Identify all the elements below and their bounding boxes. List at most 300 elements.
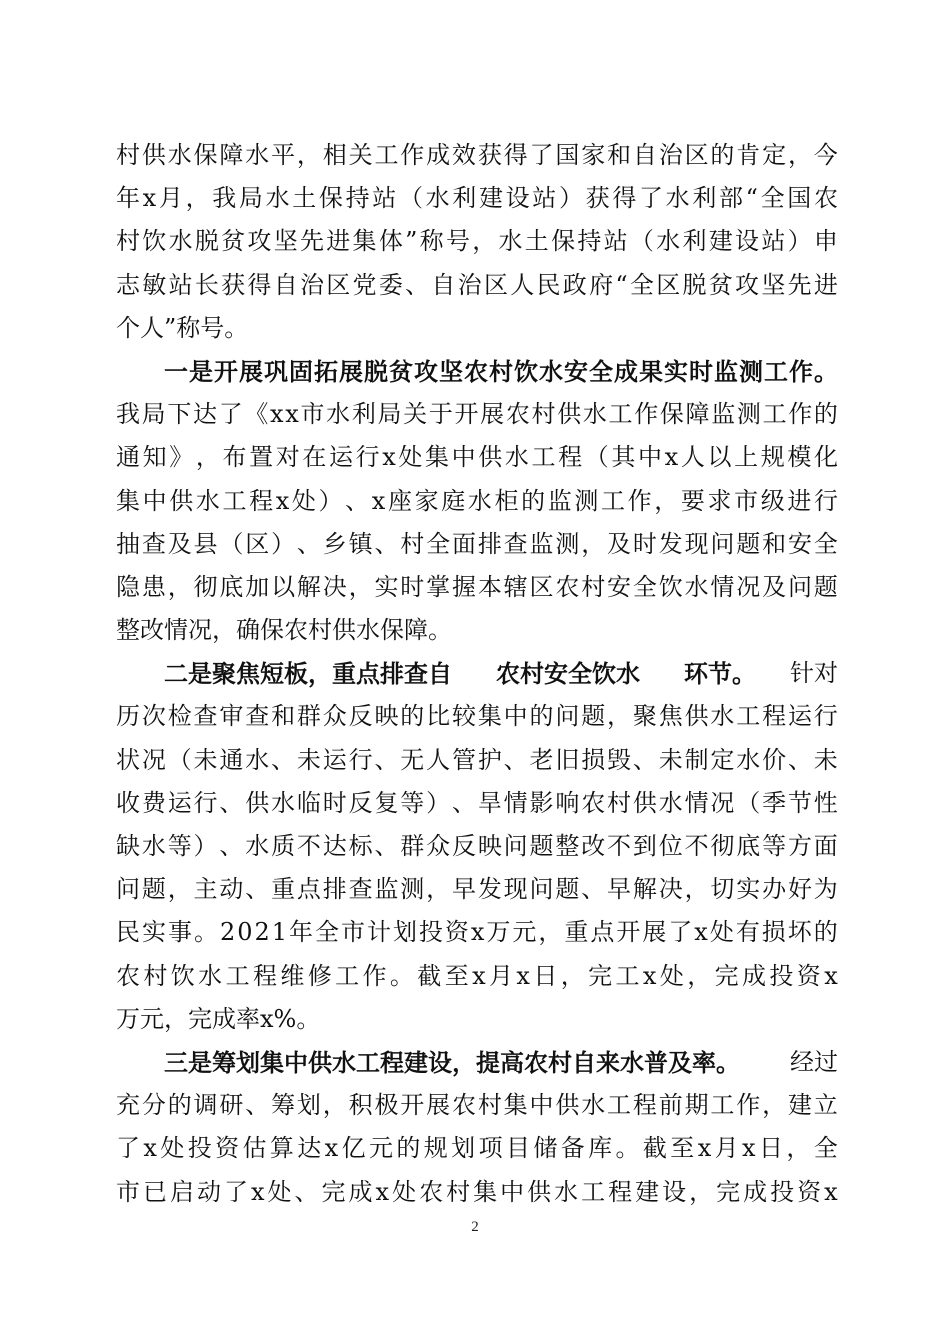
glyph: x bbox=[143, 1134, 157, 1163]
glyph: 到 bbox=[632, 832, 657, 860]
glyph: 利 bbox=[452, 184, 477, 213]
glyph: 村 bbox=[446, 1177, 471, 1206]
glyph: 储 bbox=[533, 1134, 558, 1163]
glyph: 持 bbox=[345, 184, 370, 213]
glyph: 动 bbox=[197, 1177, 221, 1206]
glyph: 供 bbox=[555, 1091, 580, 1120]
glyph: 启 bbox=[170, 1177, 194, 1206]
glyph: （ bbox=[736, 788, 761, 817]
glyph: 群 bbox=[400, 832, 425, 860]
glyph: 、 bbox=[294, 1177, 319, 1206]
glyph: 程 bbox=[249, 486, 274, 515]
glyph: 水 bbox=[504, 443, 529, 472]
glyph: 设 bbox=[505, 184, 530, 213]
glyph: 水 bbox=[539, 356, 563, 386]
text-line bbox=[116, 825, 838, 868]
glyph: 攻 bbox=[414, 356, 438, 386]
glyph: 村 bbox=[477, 1091, 502, 1120]
glyph: 元 bbox=[369, 1134, 393, 1163]
glyph: 行 bbox=[348, 745, 373, 774]
glyph: 农 bbox=[505, 400, 530, 429]
glyph: 及 bbox=[607, 529, 632, 558]
glyph: 开 bbox=[400, 1091, 425, 1120]
glyph: 情 bbox=[684, 788, 709, 817]
glyph: 、 bbox=[219, 788, 244, 817]
glyph: 等 bbox=[400, 788, 425, 817]
glyph: 投 bbox=[187, 1134, 212, 1163]
glyph: 站 bbox=[372, 184, 397, 213]
glyph: 通 bbox=[116, 443, 140, 472]
glyph: 实 bbox=[141, 918, 166, 947]
glyph: 站 bbox=[603, 227, 628, 256]
glyph: 先 bbox=[787, 270, 812, 299]
glyph: ） bbox=[271, 529, 296, 558]
glyph: 元 bbox=[512, 918, 537, 947]
glyph: 获 bbox=[221, 270, 246, 299]
glyph: 期 bbox=[684, 1091, 709, 1120]
glyph: 好 bbox=[787, 875, 812, 904]
glyph: 及 bbox=[167, 529, 192, 558]
glyph: 村 bbox=[581, 572, 606, 601]
glyph: 下 bbox=[167, 400, 192, 429]
glyph: 时 bbox=[322, 788, 347, 817]
glyph: 民 bbox=[536, 270, 561, 299]
glyph: 供 bbox=[478, 443, 503, 472]
glyph: 得 bbox=[503, 141, 528, 169]
text-line bbox=[116, 134, 838, 177]
glyph: 、 bbox=[503, 745, 528, 774]
glyph: 不 bbox=[684, 832, 709, 860]
glyph: 等 bbox=[762, 832, 787, 860]
glyph: 拓 bbox=[314, 356, 338, 386]
glyph: 全 bbox=[314, 918, 339, 947]
glyph: 不 bbox=[607, 832, 632, 860]
glyph: 题 bbox=[736, 529, 761, 558]
glyph: 题 bbox=[581, 702, 606, 731]
glyph: 题 bbox=[813, 572, 838, 601]
glyph: x bbox=[694, 918, 708, 947]
glyph: ） bbox=[193, 832, 218, 860]
glyph: ） bbox=[426, 788, 451, 817]
glyph: 节 bbox=[787, 788, 812, 817]
glyph: 事 bbox=[167, 918, 192, 947]
glyph: 完 bbox=[714, 961, 739, 990]
glyph: 况 bbox=[710, 788, 735, 817]
glyph: 水 bbox=[658, 788, 683, 817]
glyph: 的 bbox=[400, 702, 425, 731]
glyph: 供 bbox=[245, 788, 270, 817]
paragraph-heading-1 bbox=[116, 350, 838, 393]
glyph: 治 bbox=[658, 141, 683, 169]
glyph: 知 bbox=[142, 443, 167, 472]
glyph: 月 bbox=[158, 184, 183, 213]
text-line bbox=[116, 911, 838, 954]
glyph: 的 bbox=[813, 918, 838, 947]
glyph: 中 bbox=[638, 443, 663, 472]
glyph: 划 bbox=[392, 918, 417, 947]
glyph: x bbox=[516, 961, 530, 990]
glyph: 旧 bbox=[555, 745, 580, 774]
glyph: 影 bbox=[529, 788, 554, 817]
glyph: 截 bbox=[417, 961, 442, 990]
glyph: 底 bbox=[736, 832, 761, 860]
glyph: 进 bbox=[787, 486, 812, 515]
glyph: ， bbox=[689, 1177, 714, 1206]
glyph: 水 bbox=[498, 227, 523, 256]
glyph: 政 bbox=[562, 270, 587, 299]
glyph: 和 bbox=[607, 141, 632, 169]
glyph: 处 bbox=[709, 918, 734, 947]
glyph: 局 bbox=[377, 400, 402, 429]
glyph: （ bbox=[219, 529, 244, 558]
glyph: 农 bbox=[813, 184, 838, 213]
glyph: 水 bbox=[581, 1091, 606, 1120]
glyph: 决 bbox=[322, 572, 347, 601]
text-line: 万元，完成率x%。 bbox=[116, 1004, 321, 1033]
glyph: 水 bbox=[684, 572, 709, 601]
glyph: 况 bbox=[141, 745, 166, 774]
glyph: 区 bbox=[483, 270, 508, 299]
text-line bbox=[116, 566, 838, 609]
text-line: 整改情况，确保农村供水保障。 bbox=[116, 616, 452, 645]
glyph: 水 bbox=[195, 486, 220, 515]
glyph: 区 bbox=[656, 270, 681, 299]
glyph: 点 bbox=[296, 875, 321, 904]
glyph: 彻 bbox=[193, 572, 218, 601]
glyph: 肯 bbox=[736, 141, 761, 169]
glyph: 发 bbox=[477, 875, 502, 904]
glyph: 治 bbox=[299, 270, 324, 299]
glyph: 我 bbox=[212, 184, 237, 213]
glyph: ） bbox=[787, 227, 812, 256]
glyph: 平 bbox=[271, 141, 296, 169]
glyph: 动 bbox=[219, 875, 244, 904]
glyph: 、 bbox=[219, 832, 244, 860]
glyph: 投 bbox=[418, 918, 443, 947]
glyph: 效 bbox=[451, 141, 476, 169]
glyph: 全 bbox=[632, 572, 657, 601]
glyph: 划 bbox=[296, 1091, 321, 1120]
glyph: 早 bbox=[607, 875, 632, 904]
glyph: 查 bbox=[503, 529, 528, 558]
glyph: 中 bbox=[529, 1091, 554, 1120]
glyph: 工 bbox=[581, 1177, 606, 1206]
glyph: 集 bbox=[473, 1177, 498, 1206]
heading-part: 二是聚焦短板，重点排查自 bbox=[164, 659, 452, 689]
text-line bbox=[116, 436, 838, 479]
glyph: 历 bbox=[116, 702, 140, 731]
glyph: 、 bbox=[374, 832, 399, 860]
glyph: （ bbox=[167, 745, 192, 774]
glyph: 制 bbox=[684, 745, 709, 774]
glyph: 旱 bbox=[477, 788, 502, 817]
glyph: 水 bbox=[141, 832, 166, 860]
glyph: 测 bbox=[739, 356, 763, 386]
glyph: 问 bbox=[555, 702, 580, 731]
glyph: 水 bbox=[582, 400, 607, 429]
glyph: 工 bbox=[374, 141, 399, 169]
glyph: ， bbox=[322, 1091, 347, 1120]
glyph: 获 bbox=[585, 184, 610, 213]
glyph: 定 bbox=[710, 745, 735, 774]
glyph: 损 bbox=[761, 918, 786, 947]
glyph: x bbox=[642, 961, 657, 990]
text-line bbox=[116, 393, 838, 436]
paragraph-heading-2 bbox=[116, 652, 838, 695]
glyph: （ bbox=[584, 443, 609, 472]
glyph: 比 bbox=[426, 702, 451, 731]
glyph: 志 bbox=[116, 270, 140, 299]
glyph: 安 bbox=[607, 572, 632, 601]
glyph: 监 bbox=[711, 400, 736, 429]
glyph: 彻 bbox=[710, 832, 735, 860]
glyph: ， bbox=[185, 184, 210, 213]
glyph: 保 bbox=[318, 184, 343, 213]
glyph: x bbox=[142, 184, 157, 213]
glyph: 贫 bbox=[389, 356, 413, 386]
glyph: 展 bbox=[426, 1091, 451, 1120]
glyph: 行 bbox=[813, 702, 838, 731]
glyph: 性 bbox=[813, 788, 838, 817]
glyph: 、 bbox=[581, 875, 606, 904]
glyph: 日 bbox=[533, 961, 558, 990]
glyph: 村 bbox=[143, 961, 168, 990]
glyph: 划 bbox=[451, 1134, 476, 1163]
text-line bbox=[116, 868, 838, 911]
glyph: 中 bbox=[503, 702, 528, 731]
glyph: 自 bbox=[273, 270, 298, 299]
glyph: 积 bbox=[348, 1091, 373, 1120]
glyph: ， bbox=[167, 572, 192, 601]
glyph: 监 bbox=[374, 875, 399, 904]
glyph: 我 bbox=[116, 400, 140, 429]
glyph: ， bbox=[426, 875, 451, 904]
glyph: 家 bbox=[414, 486, 439, 515]
glyph: 工 bbox=[736, 702, 761, 731]
glyph: 供 bbox=[684, 702, 709, 731]
glyph: 算 bbox=[269, 1134, 294, 1163]
glyph: 、 bbox=[271, 745, 296, 774]
glyph: 本 bbox=[477, 572, 502, 601]
text-line bbox=[116, 523, 838, 566]
glyph: 工 bbox=[608, 400, 633, 429]
glyph: ， bbox=[472, 227, 497, 256]
glyph: 供 bbox=[141, 141, 166, 169]
glyph: 置 bbox=[249, 443, 274, 472]
glyph: 水 bbox=[168, 227, 193, 256]
glyph: 成 bbox=[614, 356, 638, 386]
glyph: 市 bbox=[734, 486, 759, 515]
glyph: 主 bbox=[193, 875, 218, 904]
glyph: 早 bbox=[451, 875, 476, 904]
glyph: 投 bbox=[769, 961, 794, 990]
glyph: 资 bbox=[215, 1134, 240, 1163]
text-line bbox=[116, 220, 838, 263]
glyph: 排 bbox=[477, 529, 502, 558]
glyph: 庭 bbox=[441, 486, 466, 515]
glyph: ， bbox=[762, 1091, 787, 1120]
glyph: 达 bbox=[322, 832, 347, 860]
glyph: 要 bbox=[680, 486, 705, 515]
glyph: ， bbox=[786, 1134, 811, 1163]
glyph: 监 bbox=[529, 529, 554, 558]
heading-part: 三是筹划集中供水工程建设，提高农村自来水普及率。 bbox=[164, 1047, 740, 1077]
glyph: 规 bbox=[760, 443, 785, 472]
glyph: 水 bbox=[198, 961, 223, 990]
glyph: x bbox=[324, 1134, 339, 1163]
glyph: 现 bbox=[503, 875, 528, 904]
glyph: x bbox=[275, 486, 290, 515]
glyph: 村 bbox=[607, 788, 632, 817]
glyph: 查 bbox=[141, 529, 166, 558]
glyph: 运 bbox=[329, 443, 353, 472]
glyph: ， bbox=[167, 875, 192, 904]
glyph: 解 bbox=[296, 572, 321, 601]
glyph: 映 bbox=[477, 832, 502, 860]
glyph: ） bbox=[558, 184, 583, 213]
glyph: 处 bbox=[291, 486, 316, 515]
glyph: 全 bbox=[426, 529, 451, 558]
glyph: 乡 bbox=[322, 529, 347, 558]
glyph: 化 bbox=[813, 443, 838, 472]
glyph: 况 bbox=[736, 572, 761, 601]
glyph: 治 bbox=[457, 270, 482, 299]
glyph: 民 bbox=[116, 918, 140, 947]
glyph: 中 bbox=[451, 443, 476, 472]
glyph: 已 bbox=[143, 1177, 167, 1206]
glyph: 、 bbox=[245, 875, 270, 904]
glyph: 老 bbox=[529, 745, 554, 774]
glyph: 情 bbox=[710, 572, 735, 601]
text-line bbox=[116, 480, 838, 523]
glyph: 中 bbox=[142, 486, 167, 515]
glyph: 运 bbox=[322, 745, 347, 774]
text-line bbox=[116, 1084, 838, 1127]
glyph: 规 bbox=[423, 1134, 448, 1163]
glyph: 损 bbox=[581, 745, 606, 774]
glyph: ， bbox=[684, 875, 709, 904]
glyph: 的 bbox=[710, 141, 735, 169]
glyph: 府 bbox=[589, 270, 614, 299]
glyph: 座 bbox=[387, 486, 412, 515]
glyph: 收 bbox=[116, 788, 140, 817]
glyph: 运 bbox=[787, 702, 812, 731]
glyph: 以 bbox=[707, 443, 732, 472]
glyph: 中 bbox=[500, 1177, 525, 1206]
glyph: 不 bbox=[296, 832, 321, 860]
glyph: 长 bbox=[194, 270, 219, 299]
glyph: 面 bbox=[451, 529, 476, 558]
glyph: 村 bbox=[400, 529, 425, 558]
glyph: 开 bbox=[616, 918, 641, 947]
glyph: （ bbox=[398, 184, 423, 213]
glyph: 今 bbox=[813, 141, 838, 169]
glyph: 饮 bbox=[142, 227, 167, 256]
glyph: 时 bbox=[400, 572, 425, 601]
glyph: 万 bbox=[486, 918, 511, 947]
glyph: 农 bbox=[451, 1091, 476, 1120]
glyph: x bbox=[371, 486, 386, 515]
glyph: 关 bbox=[403, 400, 428, 429]
glyph: 行 bbox=[355, 443, 380, 472]
glyph: 未 bbox=[193, 745, 218, 774]
glyph: 管 bbox=[451, 745, 476, 774]
glyph: 区 bbox=[529, 572, 554, 601]
glyph: 处 bbox=[392, 1177, 417, 1206]
glyph: 进 bbox=[813, 270, 838, 299]
glyph: 筹 bbox=[271, 1091, 296, 1120]
glyph: 、 bbox=[632, 745, 657, 774]
glyph: 供 bbox=[527, 1177, 552, 1206]
glyph: 情 bbox=[503, 788, 528, 817]
glyph: 土 bbox=[524, 227, 549, 256]
glyph: 在 bbox=[302, 443, 327, 472]
glyph: 建 bbox=[708, 227, 733, 256]
glyph: 查 bbox=[193, 702, 218, 731]
glyph: 成 bbox=[348, 1177, 373, 1206]
glyph: 排 bbox=[322, 875, 347, 904]
glyph: 展 bbox=[480, 400, 505, 429]
glyph: 截 bbox=[642, 1134, 667, 1163]
glyph: 农 bbox=[419, 1177, 444, 1206]
glyph: 全 bbox=[760, 184, 785, 213]
glyph: 计 bbox=[366, 918, 391, 947]
glyph: 区 bbox=[684, 141, 709, 169]
glyph: 程 bbox=[762, 702, 787, 731]
heading-part: 农村安全饮水 bbox=[496, 659, 640, 689]
glyph: 农 bbox=[555, 572, 580, 601]
glyph: 程 bbox=[632, 1091, 657, 1120]
glyph: 达 bbox=[297, 1134, 322, 1163]
glyph: 解 bbox=[632, 875, 657, 904]
glyph: 水 bbox=[736, 745, 761, 774]
glyph: 问 bbox=[787, 572, 812, 601]
glyph: 辖 bbox=[503, 572, 528, 601]
glyph: 水 bbox=[425, 184, 450, 213]
glyph: 监 bbox=[714, 356, 738, 386]
glyph: 申 bbox=[813, 227, 838, 256]
glyph: 区 bbox=[326, 270, 351, 299]
glyph: 达 bbox=[193, 400, 218, 429]
glyph: 重 bbox=[564, 918, 589, 947]
glyph: 时 bbox=[632, 529, 657, 558]
glyph: 称 bbox=[419, 227, 444, 256]
glyph: 1 bbox=[271, 918, 288, 947]
glyph: 目 bbox=[505, 1134, 530, 1163]
glyph: x bbox=[472, 961, 486, 990]
glyph: 了 bbox=[638, 184, 663, 213]
glyph: 展 bbox=[239, 356, 263, 386]
glyph: 。 bbox=[193, 918, 218, 947]
glyph: 极 bbox=[374, 1091, 399, 1120]
glyph: 查 bbox=[348, 875, 373, 904]
glyph: 处 bbox=[160, 1134, 185, 1163]
glyph: 位 bbox=[658, 832, 683, 860]
glyph: 工 bbox=[607, 1091, 632, 1120]
glyph: 供 bbox=[632, 788, 657, 817]
glyph: 坚 bbox=[439, 356, 463, 386]
glyph: 作 bbox=[627, 486, 652, 515]
glyph: 及 bbox=[762, 572, 787, 601]
glyph: 水 bbox=[245, 141, 270, 169]
glyph: 较 bbox=[451, 702, 476, 731]
glyph: 水 bbox=[245, 745, 270, 774]
glyph: 人 bbox=[426, 745, 451, 774]
glyph: 至 bbox=[670, 1134, 695, 1163]
glyph: 状 bbox=[116, 745, 140, 774]
glyph: ， bbox=[581, 529, 606, 558]
glyph: 问 bbox=[116, 875, 140, 904]
